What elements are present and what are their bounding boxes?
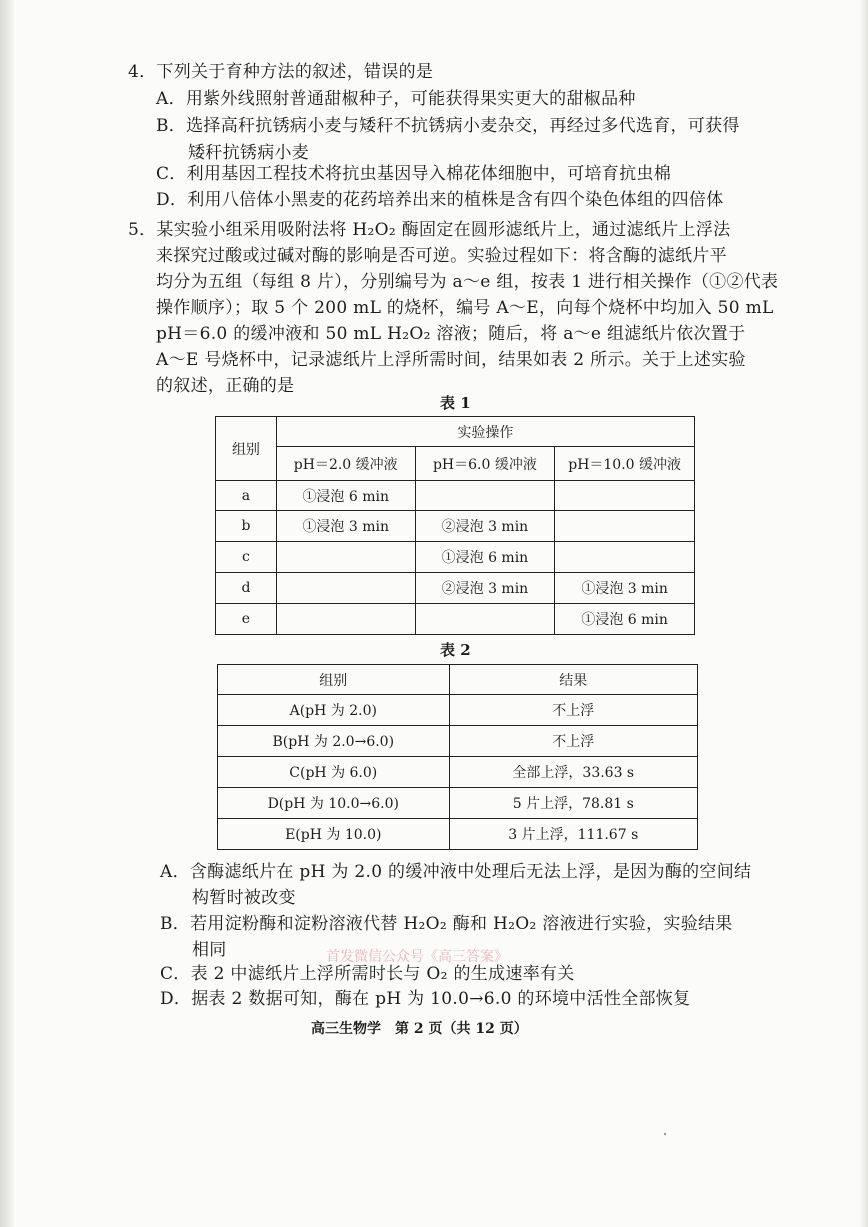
table2-cell: A(pH 为 2.0) xyxy=(218,695,450,726)
q5-stem-line: A～E 号烧杯中，记录滤纸片上浮所需时间，结果如表 2 所示。关于上述实验 xyxy=(156,350,746,370)
q4-option-b-cont: 矮秆抗锈病小麦 xyxy=(188,143,310,163)
table2-header: 结果 xyxy=(449,665,697,695)
table2-cell: 不上浮 xyxy=(449,695,697,726)
q4-option-b: B．选择高秆抗锈病小麦与矮秆不抗锈病小麦杂交，再经过多代选育，可获得 xyxy=(156,116,740,136)
table1-caption: 表 1 xyxy=(440,394,471,412)
table1-group-cell: a xyxy=(216,481,277,511)
q5-stem-line: 均分为五组（每组 8 片），分别编号为 a～e 组，按表 1 进行相关操作（①②代表 xyxy=(156,272,779,292)
table1-col-header: pH＝6.0 缓冲液 xyxy=(415,447,555,481)
q4-option-a: A．用紫外线照射普通甜椒种子，可能获得果实更大的甜椒品种 xyxy=(156,89,636,109)
q4-stem: 4．下列关于育种方法的叙述，错误的是 xyxy=(128,62,434,82)
table2-cell: 不上浮 xyxy=(449,726,697,757)
q5-stem-line: 操作顺序）；取 5 个 200 mL 的烧杯，编号 A～E，向每个烧杯中均加入 50 mL xyxy=(156,298,774,318)
table1-cell: ②浸泡 3 min xyxy=(415,511,555,542)
table1-cell: ①浸泡 6 min xyxy=(276,481,415,511)
q5-option-d: D．据表 2 数据可知，酶在 pH 为 10.0→6.0 的环境中活性全部恢复 xyxy=(160,989,691,1009)
page-footer: 高三生物学 第 2 页（共 12 页） xyxy=(311,1021,528,1037)
page-edge-shadow-right xyxy=(860,0,868,1227)
table2 xyxy=(217,664,698,850)
table1 xyxy=(215,416,695,635)
table1-group-cell: b xyxy=(216,511,277,542)
table1-cell: ②浸泡 3 min xyxy=(415,573,555,604)
table1-op-header: 实验操作 xyxy=(276,417,694,447)
page-edge-shadow xyxy=(0,0,14,1227)
q4-option-c: C．利用基因工程技术将抗虫基因导入棉花体细胞中，可培育抗虫棉 xyxy=(156,164,672,184)
table2-cell: 3 片上浮，111.67 s xyxy=(449,819,697,850)
table1-cell xyxy=(276,573,415,604)
table1-col-header: pH＝2.0 缓冲液 xyxy=(276,447,415,481)
q5-stem-line: 的叙述，正确的是 xyxy=(156,376,295,396)
table2-cell: E(pH 为 10.0) xyxy=(218,819,450,850)
q5-stem-line: 5．某实验小组采用吸附法将 H₂O₂ 酶固定在圆形滤纸片上，通过滤纸片上浮法 xyxy=(128,220,731,240)
q4-option-d: D．利用八倍体小黑麦的花药培养出来的植株是含有四个染色体组的四倍体 xyxy=(156,190,724,210)
speck xyxy=(664,1133,666,1135)
table2-cell: D(pH 为 10.0→6.0) xyxy=(218,788,450,819)
table1-cell xyxy=(276,604,415,635)
watermark: 首发微信公众号《高三答案》 xyxy=(326,949,508,965)
q5-stem-line: pH＝6.0 的缓冲液和 50 mL H₂O₂ 溶液；随后，将 a～e 组滤纸片依次置于 xyxy=(156,324,746,344)
table1-cell: ①浸泡 6 min xyxy=(415,542,555,573)
table2-header: 组别 xyxy=(218,665,450,695)
table1-cell: ①浸泡 3 min xyxy=(555,573,695,604)
q5-option-b-cont: 相同 xyxy=(192,940,227,960)
table2-cell: 全部上浮，33.63 s xyxy=(449,757,697,788)
table1-group-header: 组别 xyxy=(216,417,277,481)
table1-cell xyxy=(415,604,555,635)
q5-option-a: A．含酶滤纸片在 pH 为 2.0 的缓冲液中处理后无法上浮，是因为酶的空间结 xyxy=(160,862,752,882)
q5-option-a-cont: 构暂时被改变 xyxy=(192,888,296,908)
table1-cell xyxy=(415,481,555,511)
table2-cell: B(pH 为 2.0→6.0) xyxy=(218,726,450,757)
table1-cell xyxy=(276,542,415,573)
table2-cell: 5 片上浮，78.81 s xyxy=(449,788,697,819)
table1-col-header: pH＝10.0 缓冲液 xyxy=(555,447,695,481)
table1-cell: ①浸泡 3 min xyxy=(276,511,415,542)
table1-cell xyxy=(555,542,695,573)
table1-group-cell: e xyxy=(216,604,277,635)
table1-group-cell: d xyxy=(216,573,277,604)
table1-cell xyxy=(555,481,695,511)
q5-option-b: B．若用淀粉酶和淀粉溶液代替 H₂O₂ 酶和 H₂O₂ 溶液进行实验，实验结果 xyxy=(160,914,733,934)
table1-cell xyxy=(555,511,695,542)
table1-group-cell: c xyxy=(216,542,277,573)
table2-caption: 表 2 xyxy=(440,641,471,659)
q5-option-c: C．表 2 中滤纸片上浮所需时长与 O₂ 的生成速率有关 xyxy=(160,964,575,984)
table1-cell: ①浸泡 6 min xyxy=(555,604,695,635)
q5-stem-line: 来探究过酸或过碱对酶的影响是否可逆。实验过程如下：将含酶的滤纸片平 xyxy=(156,246,727,266)
table2-cell: C(pH 为 6.0) xyxy=(218,757,450,788)
